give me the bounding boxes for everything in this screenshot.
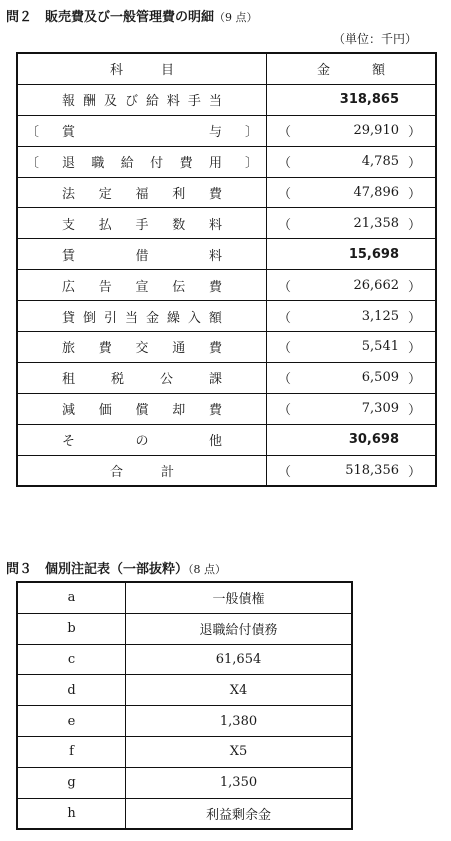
note-row (17, 675, 352, 706)
open-paren: （ (278, 465, 292, 481)
expense-item-char: 公 (159, 372, 173, 388)
expense-detail-table (16, 52, 437, 487)
question-2-points: （9 点） (214, 11, 258, 24)
expense-amount-value: 7,309 (361, 401, 399, 417)
expense-amount-cell (267, 239, 437, 270)
total-label-cell (17, 455, 267, 486)
expense-item-label (62, 239, 222, 269)
expense-item-char: 旅 (62, 341, 76, 357)
expense-item-cell (17, 424, 267, 455)
open-bracket: 〔 (26, 125, 40, 141)
expense-amount-value: 30,698 (348, 432, 399, 448)
expense-item-char: 料 (166, 94, 180, 110)
expense-amount-cell (267, 208, 437, 239)
expense-amount-value: 3,125 (361, 308, 399, 324)
expense-amount-cell (267, 177, 437, 208)
expense-item-char: 賃 (62, 248, 76, 264)
open-paren: （ (278, 217, 292, 233)
expense-item-char: 他 (208, 434, 222, 450)
expense-row (17, 424, 436, 455)
expense-item-char: 課 (208, 372, 222, 388)
expense-item-char: そ (62, 434, 76, 450)
question-2-title (6, 6, 258, 25)
expense-item-cell (17, 84, 267, 115)
expense-item-char: 価 (98, 403, 112, 419)
note-key-cell: d (17, 675, 126, 706)
open-paren: （ (278, 341, 292, 357)
expense-item-label (62, 208, 222, 238)
expense-item-char: 酬 (82, 94, 96, 110)
expense-item-label (62, 394, 222, 424)
open-paren: （ (278, 156, 292, 172)
note-row (17, 736, 352, 767)
note-value-cell: 1,380 (126, 706, 353, 737)
expense-amount-cell (267, 270, 437, 301)
expense-row (17, 177, 436, 208)
expense-item-cell (17, 239, 267, 270)
question-3-label: 問３ 個別注記表（一部抜粋） (6, 562, 189, 577)
note-key-cell: h (17, 798, 126, 829)
note-row (17, 644, 352, 675)
expense-item-label (62, 147, 222, 177)
expense-item-char: 償 (135, 403, 149, 419)
open-paren: （ (278, 125, 292, 141)
expense-item-char: 伝 (172, 279, 186, 295)
close-paren: ） (407, 403, 421, 419)
note-key-cell: b (17, 613, 126, 644)
expense-item-cell (17, 208, 267, 239)
close-bracket: 〕 (244, 156, 258, 172)
expense-row (17, 84, 436, 115)
expense-item-char: 費 (208, 403, 222, 419)
expense-header-row (17, 53, 436, 84)
expense-item-cell (17, 146, 267, 177)
expense-item-char: 職 (91, 156, 105, 172)
expense-item-char: 繰 (166, 310, 180, 326)
expense-amount-value: 29,910 (353, 123, 399, 139)
expense-item-char: 租 (62, 372, 76, 388)
close-paren: ） (407, 279, 421, 295)
expense-item-char: 支 (62, 217, 76, 233)
expense-amount-cell (267, 146, 437, 177)
expense-item-char: 倒 (82, 310, 96, 326)
header-item-cell (17, 53, 267, 84)
expense-item-cell (17, 115, 267, 146)
expense-amount-value: 5,541 (361, 339, 399, 355)
note-key-cell: c (17, 644, 126, 675)
question-3-title (6, 558, 226, 577)
header-amount-cell (267, 53, 437, 84)
expense-item-char: 及 (103, 94, 117, 110)
expense-item-char: 費 (98, 341, 112, 357)
expense-item-cell (17, 270, 267, 301)
note-value-cell: 61,654 (126, 644, 353, 675)
expense-item-char: 手 (135, 217, 149, 233)
note-row (17, 798, 352, 829)
expense-item-label (62, 425, 222, 455)
close-bracket: 〕 (244, 125, 258, 141)
expense-row (17, 146, 436, 177)
expense-item-char: 付 (150, 156, 164, 172)
expense-item-char: 手 (187, 94, 201, 110)
total-amount-value: 518,356 (345, 463, 399, 479)
expense-item-char: 貸 (62, 310, 76, 326)
expense-item-cell (17, 362, 267, 393)
header-amount-char: 額 (371, 63, 385, 79)
expense-item-char: 数 (172, 217, 186, 233)
expense-amount-cell (267, 424, 437, 455)
expense-item-char: 引 (103, 310, 117, 326)
question-3-points: （8 点） (188, 563, 227, 576)
expense-item-label (62, 363, 222, 393)
total-char: 合 (110, 465, 124, 481)
close-paren: ） (407, 372, 421, 388)
expense-item-char: 借 (135, 248, 149, 264)
expense-item-label (62, 116, 222, 146)
expense-amount-cell (267, 84, 437, 115)
expense-amount-value: 6,509 (361, 370, 399, 386)
expense-amount-cell (267, 115, 437, 146)
expense-amount-cell (267, 332, 437, 363)
expense-item-char: 用 (208, 156, 222, 172)
expense-amount-value: 47,896 (353, 185, 399, 200)
close-paren: ） (407, 125, 421, 141)
note-key-cell: a (17, 582, 126, 613)
total-row (17, 455, 436, 486)
expense-item-char: 交 (135, 341, 149, 357)
note-key-cell: g (17, 767, 126, 798)
note-value-cell: 退職給付債務 (126, 613, 353, 644)
expense-item-char: 却 (172, 403, 186, 419)
expense-amount-value: 15,698 (348, 246, 399, 262)
expense-item-label (62, 85, 222, 115)
expense-row (17, 239, 436, 270)
expense-row (17, 393, 436, 424)
expense-item-char: 宣 (135, 279, 149, 295)
expense-item-char: 費 (208, 279, 222, 295)
expense-row (17, 270, 436, 301)
open-bracket: 〔 (26, 156, 40, 172)
note-row (17, 613, 352, 644)
expense-row (17, 115, 436, 146)
expense-item-char: 賞 (62, 125, 76, 141)
note-value-cell: 利益剰余金 (126, 798, 353, 829)
close-paren: ） (407, 465, 421, 481)
notes-table (16, 581, 353, 830)
header-item-char: 科 (110, 63, 124, 79)
expense-amount-cell (267, 393, 437, 424)
note-row (17, 706, 352, 737)
expense-item-char: 利 (172, 187, 186, 202)
expense-item-char: 払 (98, 217, 112, 233)
expense-item-char: 福 (135, 187, 149, 202)
expense-item-cell (17, 301, 267, 332)
expense-amount-cell (267, 301, 437, 332)
expense-item-cell (17, 332, 267, 363)
header-item-label (110, 54, 174, 84)
expense-amount-value: 318,865 (339, 92, 399, 108)
unit-note: （単位：千円） (332, 32, 417, 46)
expense-item-char: 税 (110, 372, 124, 388)
note-value-cell: X4 (126, 675, 353, 706)
expense-item-label (62, 270, 222, 300)
header-amount-label (317, 54, 385, 84)
note-key-cell: f (17, 736, 126, 767)
expense-item-char: 退 (62, 156, 76, 172)
expense-item-char: 料 (208, 248, 222, 264)
expense-item-char: 法 (62, 187, 76, 202)
expense-item-char: 費 (179, 156, 193, 172)
expense-item-label (62, 178, 222, 208)
expense-row (17, 208, 436, 239)
expense-item-cell (17, 393, 267, 424)
open-paren: （ (278, 279, 292, 295)
open-paren: （ (278, 310, 292, 326)
close-paren: ） (407, 156, 421, 172)
close-paren: ） (407, 341, 421, 357)
expense-row (17, 332, 436, 363)
question-2-label: 問２ 販売費及び一般管理費の明細 (6, 10, 215, 25)
expense-item-cell (17, 177, 267, 208)
note-key-cell: e (17, 706, 126, 737)
note-row (17, 767, 352, 798)
close-paren: ） (407, 217, 421, 233)
expense-item-char: 費 (208, 341, 222, 357)
expense-item-label (62, 301, 222, 331)
expense-item-char: 当 (208, 94, 222, 110)
expense-item-char: 入 (187, 310, 201, 326)
note-value-cell: 1,350 (126, 767, 353, 798)
expense-row (17, 301, 436, 332)
expense-item-char: 給 (145, 94, 159, 110)
header-item-char: 目 (160, 63, 174, 79)
note-value-cell: X5 (126, 736, 353, 767)
close-paren: ） (407, 187, 421, 202)
expense-item-char: 料 (208, 217, 222, 233)
expense-amount-value: 26,662 (353, 277, 399, 293)
expense-amount-value: 21,358 (353, 215, 399, 231)
expense-item-char: 金 (145, 310, 159, 326)
expense-row (17, 362, 436, 393)
expense-item-char: の (135, 434, 149, 450)
expense-item-char: 告 (98, 279, 112, 295)
total-char: 計 (160, 465, 174, 481)
expense-item-char: 額 (208, 310, 222, 326)
note-row (17, 582, 352, 613)
expense-item-char: 給 (120, 156, 134, 172)
open-paren: （ (278, 372, 292, 388)
open-paren: （ (278, 403, 292, 419)
close-paren: ） (407, 310, 421, 326)
open-paren: （ (278, 187, 292, 202)
note-value-cell: 一般債権 (126, 582, 353, 613)
expense-item-char: 費 (208, 187, 222, 202)
expense-item-char: び (124, 94, 138, 110)
header-amount-char: 金 (317, 63, 331, 79)
expense-item-char: 与 (208, 125, 222, 141)
expense-amount-value: 4,785 (361, 154, 399, 170)
expense-item-char: 定 (98, 187, 112, 202)
expense-amount-cell (267, 362, 437, 393)
expense-item-char: 通 (172, 341, 186, 357)
expense-item-char: 減 (62, 403, 76, 419)
expense-item-char: 広 (62, 279, 76, 295)
expense-item-label (62, 332, 222, 362)
expense-item-char: 報 (62, 94, 76, 110)
total-label (110, 456, 174, 486)
expense-item-char: 当 (124, 310, 138, 326)
total-amount-cell (267, 455, 437, 486)
